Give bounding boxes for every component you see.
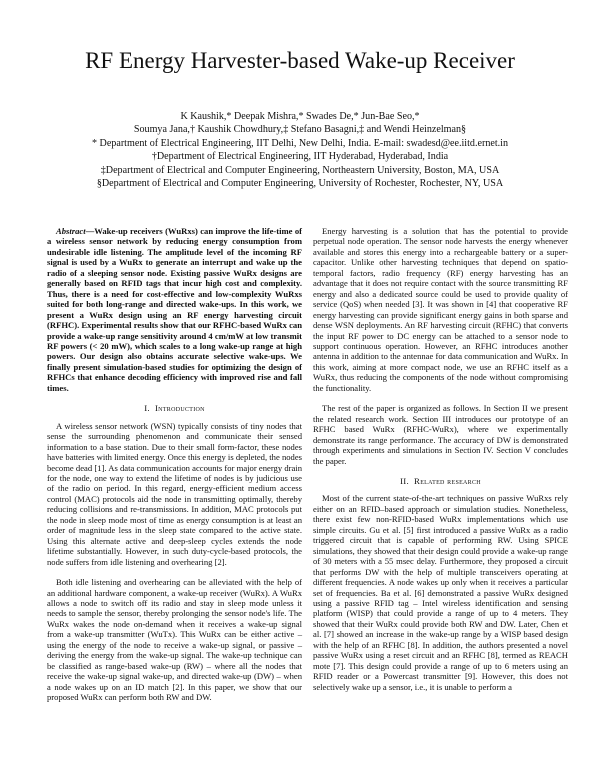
affiliation-4: §Department of Electrical and Computer Engineering, University of Rochester, Rochester, NY, USA: [96, 178, 504, 190]
intro-paragraph-1: A wireless sensor network (WSN) typically consists of tiny nodes that sense the surrounding phenomenon and communicate their sensed information to a base station. Due to their small form-factor, these nodes have batteries with limited energy. Once this energy is depleted, the nodes become dead [1]. As data communication accounts for major energy drain for the node, one way to extend the lifetime of nodes is by judicious use of the radio on period. In this regard, energy-efficient medium access control (MAC) protocols aid the node in transmitting optimally, thereby reducing collisions and re-transmissions. In addition, MAC protocols put the node in sleep mode most of time as energy consumption is at least an order of magnitude less in the sleep state compared to the active state. Using this alternate active and deep-sleep cycles extends the node lifetime substantially. However, in such duty-cycle-based protocols, the node suffers from idle listening and overhearing [2].: [47, 420, 302, 567]
right-column: [313, 226, 568, 692]
intro-paragraph-3: Energy harvesting is a solution that has the potential to provide perpetual node operation. The sensor node harvests the energy whenever available and stores this energy into a rechargeable battery or a super-capacitor. Unlike other harvesting techniques that depend on spatio-temporal factors, radio frequency (RF) energy harvesting has an advantage that it does not require contact with the source transmitting RF energy and also a dedicated source could be used to provide quality of service (QoS) when needed [3]. It was shown in [4] that cooperative RF energy harvesting can provide significant energy gains in both sparse and dense WSN deployments. An RF harvesting circuit (RFHC) that converts the input RF power to DC energy can be attached to a sensor node to support continuous operation. However, an RFHC introduces another antenna in addition to the antennae for data communication and WuRx. In this work, aiming at more compact node, we use an RFHC itself as a WuRx, thus reducing the components of the node without compromising the functionality.: [313, 226, 568, 393]
abstract-text: —Wake-up receivers (WuRxs) can improve the life-time of a wireless sensor network by reducing energy consumption from undesirable idle listening. The amplitude level of the incoming RF signal is used by a WuRx to generate an interrupt and wake up the radio of a sleeping sensor node. Existing passive WuRx designs are generally based on RFID tags that incur high cost and complexity. Thus, there is a need for cost-effective and low-complexity WuRxs suited for both long-range and directed wake-ups. In this work, we present a WuRx design using an RF energy harvesting circuit (RFHC). Experimental results show that our RFHC-based WuRx can provide a wake-up range sensitivity around 4 cm/mW at low transmit RF powers (< 20 mW), which scales to a long wake-up range at high powers. Our design also obtains accurate selective wake-ups. We finally present simulation-based studies for optimizing the design of RFHCs that enhance decoding efficiency with improved rise and fall times.: [47, 226, 302, 393]
section-heading-introduction: [47, 403, 302, 413]
related-paragraph-1: Most of the current state-of-the-art techniques on passive WuRxs rely either on an RFID–based approach or simulation studies. Nonetheless, there exist few non-RFID-based WuRx implementations which use simple circuits. Gu et al. [5] first introduced a passive WuRx as a radio triggered circuit that is capable of performing RW. Using SPICE simulations, they showed that their design could provide a wake-up range of 30 meters with a 55 msec delay. Furthermore, they proposed a circuit that performs DW with the help of multiple transceivers operating at different frequencies. A node wakes up only when it receives a particular set of frequencies. Ba et al. [6] demonstrated a passive WuRx designed using a passive RFID tag – Intel wireless identification and sensing platform (WISP) that could provide a range of up to 4 meters. They showed that their WuRx could provide both RW and DW. Later, Chen et al. [7] showed an increase in the wake-up range by a WISP based design with the help of an RFHC [8]. In addition, the authors presented a novel passive WuRx using a reset circuit and an RFHC [8], termed as REACH mote [7]. This design could provide a range of up to 6 meters using an RFID reader or a Powercast transmitter [9]. However, this does not selectively wake up a sensor, i.e., it is unable to perform a: [313, 493, 568, 692]
author-line-2: Soumya Jana,† Kaushik Chowdhury,‡ Stefano Basagni,‡ and Wendi Heinzelman§: [133, 124, 467, 136]
section-title: Related research: [414, 475, 481, 486]
section-number: II.: [400, 475, 410, 486]
affiliation-1: * Department of Electrical Engineering, IIT Delhi, New Delhi, India. E-mail: swadesd@ee.iitd.ernet.in: [91, 137, 509, 149]
affiliation-2: †Department of Electrical Engineering, IIT Hyderabad, Hyderabad, India: [151, 151, 449, 163]
section-number: I.: [144, 403, 150, 414]
abstract: [47, 226, 302, 393]
left-column: [47, 226, 302, 702]
abstract-label: Abstract: [56, 226, 86, 236]
intro-paragraph-2: Both idle listening and overhearing can be alleviated with the help of an additional hardware component, a wake-up receiver (WuRx). A WuRx allows a node to switch off its radio and stay in sleep mode unless it needs to sample the sensor, thereby prolonging the sensor node's life. The WuRx wakes the node on-demand when it receives a wake-up signal from a wake-up transmitter (WuTx). This WuRx can be either active – using the energy of the node to receive a wake-up signal, or passive – deriving the energy from the wake-up signal. The wake-up technique can be classified as range-based wake-up (RW) – where all the nodes that receive the wake-up signal wake-up, and directed wake-up (DW) – when a node wakes up on an ID match [2]. In this paper, we show that our proposed WuRx can perform both RW and DW.: [47, 577, 302, 703]
author-block: [40, 110, 560, 190]
intro-paragraph-4: The rest of the paper is organized as follows. In Section II we present the related research work. Section III introduces our prototype of an RFHC based WuRx (RFHC-WuRx), where we experimentally demonstrate its range performance. The accuracy of DW is demonstrated through experiments and simulations in Section IV. Section V concludes the paper.: [313, 403, 568, 466]
paper-title: RF Energy Harvester-based Wake-up Receiver: [85, 48, 515, 73]
section-heading-related-research: [313, 476, 568, 486]
affiliation-3: ‡Department of Electrical and Computer Engineering, Northeastern University, Boston, MA, USA: [100, 164, 500, 176]
author-line-1: K Kaushik,* Deepak Mishra,* Swades De,* Jun-Bae Seo,*: [180, 111, 420, 122]
section-title: Introduction: [154, 403, 205, 414]
